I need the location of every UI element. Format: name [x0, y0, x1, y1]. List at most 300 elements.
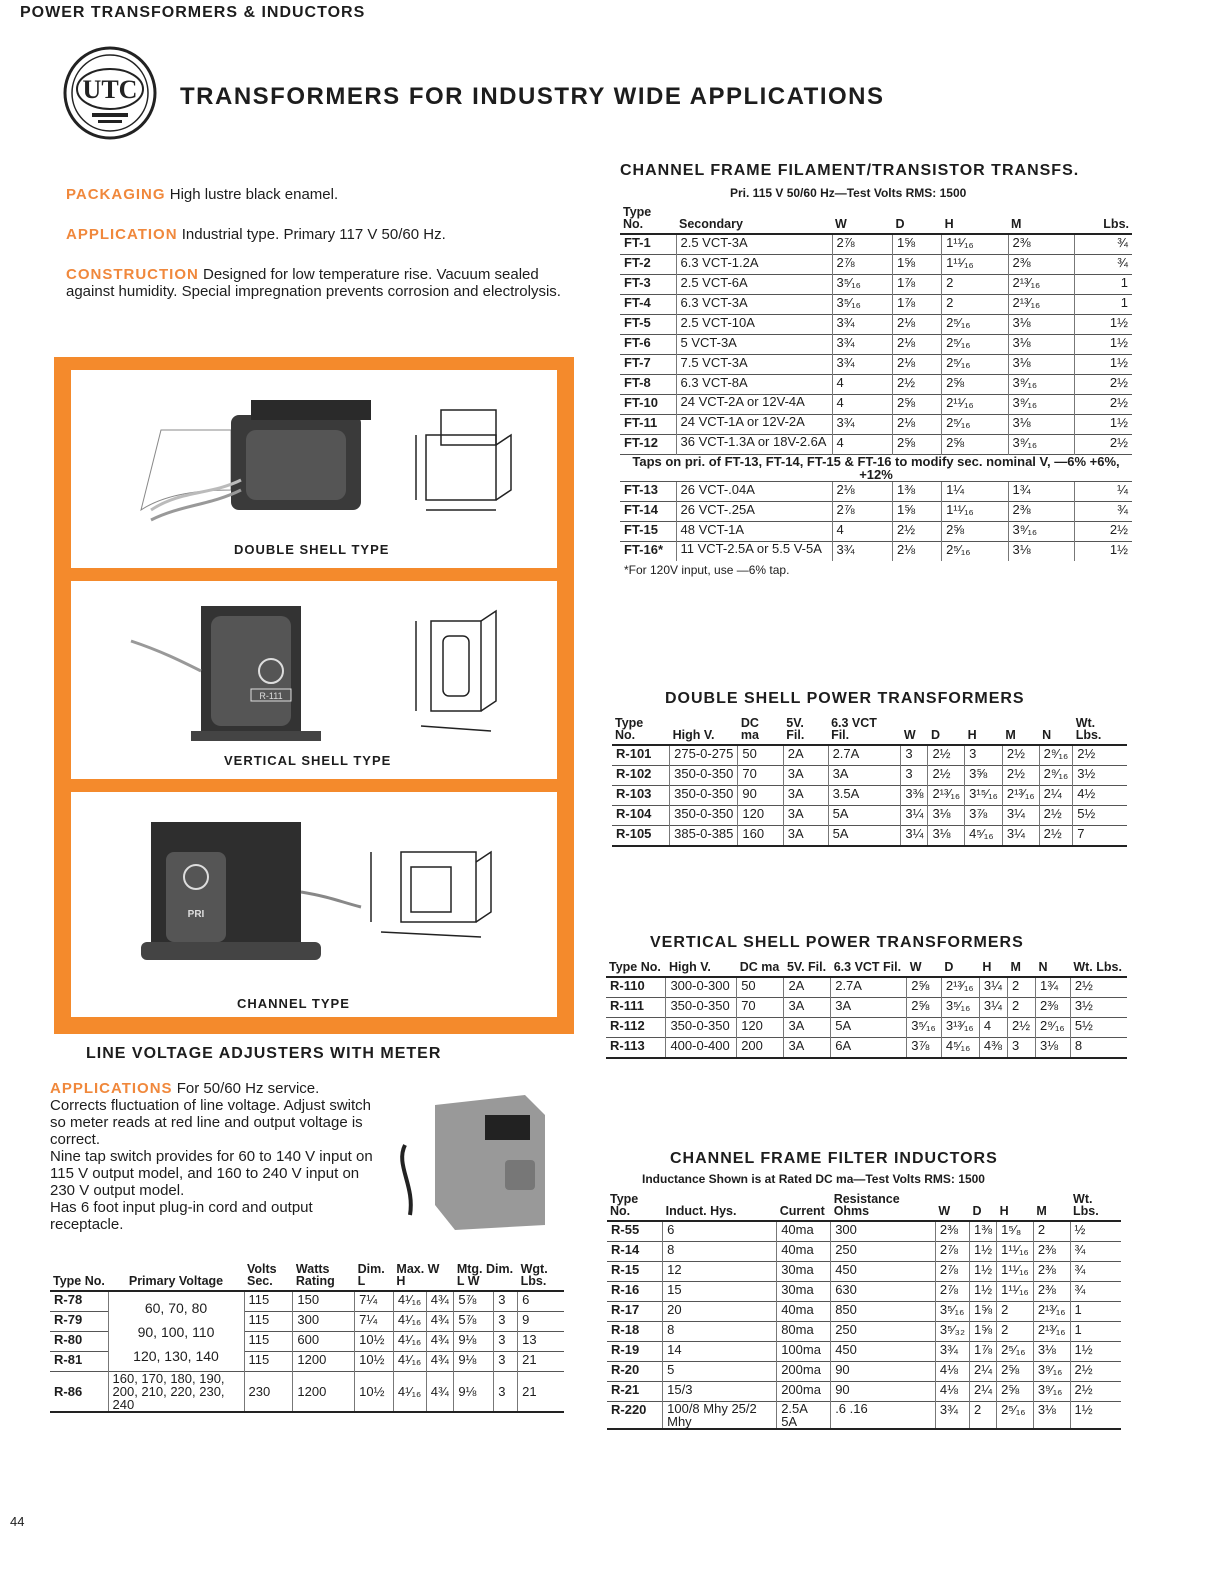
cell: 4⅛ — [935, 1362, 969, 1382]
cell: 3⁵⁄₁₆ — [935, 1302, 969, 1322]
column-header: Resistance Ohms — [833, 1192, 900, 1218]
channel-panel — [71, 792, 557, 1017]
table-row — [607, 1302, 1121, 1322]
table-row — [620, 482, 1132, 502]
vertical-shell-caption: VERTICAL SHELL TYPE — [224, 753, 392, 768]
cell: 40ma — [777, 1242, 831, 1262]
cell: 2.5 VCT-10A — [676, 315, 832, 335]
column-header: DC ma — [740, 716, 759, 742]
column-header: Type No. — [610, 1192, 639, 1218]
filament-title: CHANNEL FRAME FILAMENT/TRANSISTOR TRANSFS. — [620, 162, 1080, 179]
cell: 120 — [738, 806, 783, 826]
cell: 2⅞ — [832, 502, 893, 522]
cell: R-16 — [607, 1282, 663, 1302]
cell: 385-0-385 — [670, 826, 738, 847]
double-shell-illustration — [71, 370, 557, 540]
cell: 3⅛ — [1036, 1038, 1071, 1059]
cell: ¾ — [1070, 1282, 1121, 1302]
cell: 13 — [518, 1332, 564, 1352]
cell: 3⁹⁄₁₆ — [1033, 1382, 1070, 1402]
table-row — [607, 1262, 1121, 1282]
cell: 3½ — [1070, 998, 1127, 1018]
cell: 4¹⁄₁₆ — [393, 1352, 426, 1372]
cell: 2¹³⁄₁₆ — [1008, 295, 1074, 315]
cell: 2⁵⁄₁₆ — [942, 415, 1008, 435]
cell: 3 — [494, 1332, 518, 1352]
cell: 1½ — [970, 1262, 997, 1282]
filament-table — [620, 205, 1132, 582]
cell: 30ma — [777, 1262, 831, 1282]
cell: 7 — [1073, 826, 1127, 847]
cell: 450 — [831, 1342, 936, 1362]
cell: 2½ — [1070, 1362, 1121, 1382]
cell: 100/8 Mhy 25/2 Mhy — [663, 1402, 777, 1430]
cell: 3A — [831, 998, 907, 1018]
lv-col-wgt: Wgt. Lbs. — [520, 1262, 548, 1288]
cell: 20 — [663, 1302, 777, 1322]
line-voltage-text-3: Has 6 foot input plug-in cord and output receptacle. — [50, 1199, 313, 1233]
cell: 2⅞ — [832, 255, 893, 275]
column-header: Wt. Lbs. — [1073, 1192, 1099, 1218]
cell: 2¹³⁄₁₆ — [941, 977, 979, 998]
cell: 2¹³⁄₁₆ — [1008, 275, 1074, 295]
cell: 250 — [831, 1322, 936, 1342]
cell: 3¼ — [979, 998, 1007, 1018]
cell: 6 — [663, 1221, 777, 1242]
double-shell-table — [612, 716, 1127, 847]
channel-illustration — [71, 792, 557, 987]
double-shell-title: DOUBLE SHELL POWER TRANSFORMERS — [665, 690, 1025, 707]
cell: 1¾ — [1008, 482, 1074, 502]
cell: 2⅜ — [1036, 998, 1071, 1018]
cell: FT-11 — [620, 415, 676, 435]
table-row — [607, 1382, 1121, 1402]
cell: 3A — [783, 766, 828, 786]
cell: R-18 — [607, 1322, 663, 1342]
cell: 3 — [965, 745, 1003, 766]
ft-col-d: D — [895, 217, 905, 231]
cell: 2⁹⁄₁₆ — [1036, 1018, 1071, 1038]
cell: 2⁵⁄₁₆ — [942, 542, 1008, 562]
cell: 8 — [663, 1322, 777, 1342]
cell: FT-15 — [620, 522, 676, 542]
cell: 2 — [997, 1322, 1034, 1342]
cell: 2¹³⁄₁₆ — [1033, 1322, 1070, 1342]
cell: 3¾ — [832, 542, 893, 562]
cell: 2A — [783, 745, 828, 766]
cell: 2⅜ — [1008, 255, 1074, 275]
column-header: 5V. Fil. — [786, 716, 805, 742]
table-row — [620, 335, 1132, 355]
cell: 2½ — [928, 766, 965, 786]
cell: R-15 — [607, 1262, 663, 1282]
table-row — [612, 826, 1127, 847]
cell: 1200 — [293, 1372, 355, 1413]
line-voltage-title: LINE VOLTAGE ADJUSTERS WITH METER — [86, 1045, 442, 1062]
cell: 5A — [828, 806, 901, 826]
cell: 350-0-350 — [666, 998, 737, 1018]
cell: FT-7 — [620, 355, 676, 375]
cell: 6.3 VCT-3A — [676, 295, 832, 315]
cell: R-55 — [607, 1221, 663, 1242]
cell: 250 — [831, 1242, 936, 1262]
vertical-shell-title: VERTICAL SHELL POWER TRANSFORMERS — [650, 934, 1024, 951]
cell: 2½ — [1002, 766, 1039, 786]
cell: 3.5A — [828, 786, 901, 806]
cell: 8 — [663, 1242, 777, 1262]
cell: 300 — [293, 1312, 355, 1332]
cell: 5⅞ — [454, 1291, 494, 1312]
construction-text: Designed for low temperature rise. Vacuum sealed against humidity. Special impregnation prevents corrosion and electrolysis. — [66, 266, 561, 300]
cell: R-78 — [50, 1291, 108, 1312]
cell: 2⅛ — [893, 415, 942, 435]
cell: FT-3 — [620, 275, 676, 295]
table-row — [620, 375, 1132, 395]
cell: 4 — [832, 395, 893, 415]
cell: 2⅜ — [1033, 1282, 1070, 1302]
cell: 3¾ — [832, 315, 893, 335]
taps-note: Taps on pri. of FT-13, FT-14, FT-15 & FT-16 to modify sec. nominal V, —6% +6%, +12% — [620, 455, 1132, 482]
cell: 3A — [784, 998, 831, 1018]
cell: 90 — [831, 1382, 936, 1402]
applications-label: APPLICATIONS — [50, 1080, 173, 1097]
cell: 3⅜ — [901, 786, 928, 806]
photo-frame — [54, 357, 574, 1034]
cell: 3⁹⁄₁₆ — [1008, 395, 1074, 415]
cell: 3⅛ — [1008, 415, 1074, 435]
cell: 5 — [663, 1362, 777, 1382]
cell: R-220 — [607, 1402, 663, 1430]
cell: 9⅛ — [454, 1372, 494, 1413]
cell: FT-1 — [620, 234, 676, 255]
cell: 1¹¹⁄₁₆ — [942, 234, 1008, 255]
cell: 2 — [1007, 977, 1035, 998]
column-header: M — [1005, 728, 1016, 742]
cell: 3⅛ — [1008, 542, 1074, 562]
line-voltage-description — [50, 1080, 380, 1233]
cell: FT-2 — [620, 255, 676, 275]
cell: 1¼ — [942, 482, 1008, 502]
cell: 2⁵⁄₁₆ — [997, 1402, 1034, 1430]
cell: 2½ — [1007, 1018, 1035, 1038]
cell: 2⅛ — [832, 482, 893, 502]
cell: 2⅛ — [893, 355, 942, 375]
cell: 5⅞ — [454, 1312, 494, 1332]
ft-col-h: H — [944, 217, 954, 231]
cell: R-103 — [612, 786, 670, 806]
cell: 2⅞ — [935, 1282, 969, 1302]
cell: 2A — [784, 977, 831, 998]
page-title: TRANSFORMERS FOR INDUSTRY WIDE APPLICATIONS — [180, 83, 885, 110]
cell: 90 — [831, 1362, 936, 1382]
cell: 1½ — [1075, 335, 1133, 355]
cell: 2⅛ — [893, 335, 942, 355]
cell: 4 — [979, 1018, 1007, 1038]
cell: 1¹¹⁄₁₆ — [997, 1282, 1034, 1302]
cell: 2⅝ — [942, 435, 1008, 455]
cell: 2¼ — [970, 1362, 997, 1382]
cell: 21 — [518, 1352, 564, 1372]
cell: 3⁹⁄₁₆ — [1008, 435, 1074, 455]
packaging-label: PACKAGING — [66, 186, 166, 203]
primary-row-2: 90, 100, 110 — [137, 1323, 215, 1340]
cell: 2 — [997, 1302, 1034, 1322]
cell: 2½ — [1039, 826, 1073, 847]
inductors-table — [607, 1192, 1121, 1430]
cell: 2⅜ — [1033, 1242, 1070, 1262]
cell: 2.7A — [831, 977, 907, 998]
cell: 2.7A — [828, 745, 901, 766]
cell: 7¼ — [355, 1312, 394, 1332]
cell: 11 VCT-2.5A or 5.5 V-5A — [676, 542, 832, 562]
cell: 3½ — [1073, 766, 1127, 786]
column-header: N — [1042, 728, 1052, 742]
cell: 26 VCT-.04A — [676, 482, 832, 502]
vertical-label: R-111 — [259, 691, 283, 701]
cell: 2½ — [893, 375, 942, 395]
column-header: H — [967, 728, 977, 742]
cell: 1¹¹⁄₁₆ — [942, 255, 1008, 275]
line-voltage-text-2: Nine tap switch provides for 60 to 140 V input on 115 V output model, and 160 to 240 V input on 230 V output model. — [50, 1148, 373, 1199]
cell: 3A — [828, 766, 901, 786]
cell: R-112 — [606, 1018, 666, 1038]
cell: 3A — [783, 806, 828, 826]
cell: 50 — [738, 745, 783, 766]
construction-paragraph — [66, 266, 566, 300]
cell: 2½ — [928, 745, 965, 766]
cell: 4¾ — [426, 1332, 454, 1352]
lv-col-type: Type No. — [53, 1274, 105, 1288]
cell: 3⁵⁄₁₆ — [832, 275, 893, 295]
cell: 3¾ — [832, 415, 893, 435]
cell: 2¹³⁄₁₆ — [1002, 786, 1039, 806]
cell: 4 — [832, 435, 893, 455]
cell: 2⅝ — [907, 998, 942, 1018]
table-row — [606, 998, 1127, 1018]
inductors-subtitle: Inductance Shown is at Rated DC ma—Test Volts RMS: 1500 — [642, 1172, 985, 1186]
cell: 3A — [784, 1018, 831, 1038]
cell: 120 — [737, 1018, 784, 1038]
cell: 3¼ — [1002, 806, 1039, 826]
cell: 6.3 VCT-8A — [676, 375, 832, 395]
cell: 5½ — [1070, 1018, 1127, 1038]
cell: 1½ — [1070, 1342, 1121, 1362]
ft-col-secondary: Secondary — [679, 217, 743, 231]
cell: 350-0-350 — [666, 1018, 737, 1038]
lv-col-max: Max. W H — [396, 1262, 440, 1288]
cell: 5A — [828, 826, 901, 847]
cell: 1⅞ — [970, 1342, 997, 1362]
table-row — [606, 1018, 1127, 1038]
cell: 2 — [1007, 998, 1035, 1018]
table-row — [620, 542, 1132, 562]
cell: 9⅛ — [454, 1332, 494, 1352]
cell: 48 VCT-1A — [676, 522, 832, 542]
cell: 14 — [663, 1342, 777, 1362]
cell: 5½ — [1073, 806, 1127, 826]
cell: 1½ — [1075, 355, 1133, 375]
cell: 1200 — [293, 1352, 355, 1372]
cell: 4¹⁄₁₆ — [393, 1312, 426, 1332]
cell: 5 VCT-3A — [676, 335, 832, 355]
cell: 80ma — [777, 1322, 831, 1342]
lv-col-mtg: Mtg. Dim. L W — [456, 1262, 514, 1288]
cell: 1⅜ — [893, 482, 942, 502]
cell: .6 .16 — [831, 1402, 936, 1430]
column-header: Wt. Lbs. — [1075, 716, 1102, 742]
column-header: Type No. — [615, 716, 644, 742]
lv-col-primary: Primary Voltage — [128, 1274, 224, 1288]
cell: 4¾ — [426, 1291, 454, 1312]
table-row — [620, 255, 1132, 275]
cell: 1⅝ — [970, 1302, 997, 1322]
cell: 200ma — [777, 1382, 831, 1402]
column-header: H — [982, 960, 992, 974]
cell: 2½ — [1070, 1382, 1121, 1402]
cell: R-86 — [50, 1372, 108, 1413]
cell: 1⁵⁄₈ — [997, 1221, 1034, 1242]
cell: 1½ — [1070, 1402, 1121, 1430]
table-row — [607, 1402, 1121, 1430]
cell: 2⅞ — [935, 1262, 969, 1282]
cell: 1½ — [970, 1242, 997, 1262]
construction-label: CONSTRUCTION — [66, 266, 199, 283]
column-header: W — [903, 728, 916, 742]
ft-col-lbs: Lbs. — [1103, 217, 1129, 231]
table-row — [612, 786, 1127, 806]
cell: 1½ — [970, 1282, 997, 1302]
cell: 600 — [293, 1332, 355, 1352]
channel-caption: CHANNEL TYPE — [237, 996, 350, 1011]
cell: 1 — [1070, 1302, 1121, 1322]
cell: 3¼ — [901, 806, 928, 826]
table-row — [607, 1282, 1121, 1302]
table-row — [620, 295, 1132, 315]
cell: FT-16* — [620, 542, 676, 562]
cell: R-101 — [612, 745, 670, 766]
cell: 2⅝ — [997, 1362, 1034, 1382]
svg-text:UTC: UTC — [82, 75, 138, 104]
table-row — [620, 234, 1132, 255]
column-header: W — [938, 1204, 951, 1218]
cell: 3 — [494, 1372, 518, 1413]
cell: 2.5 VCT-3A — [676, 234, 832, 255]
cell: R-80 — [50, 1332, 108, 1352]
table-row — [620, 522, 1132, 542]
cell: 2⅝ — [893, 435, 942, 455]
double-shell-panel — [71, 370, 557, 568]
cell: ½ — [1070, 1221, 1121, 1242]
table-row — [50, 1372, 564, 1413]
cell: 2 — [1033, 1221, 1070, 1242]
page-number: 44 — [10, 1514, 25, 1529]
cell: 7.5 VCT-3A — [676, 355, 832, 375]
cell: 9⅛ — [454, 1352, 494, 1372]
cell: 3¼ — [901, 826, 928, 847]
vertical-shell-panel — [71, 581, 557, 779]
column-header: 6.3 VCT Fil. — [831, 716, 877, 742]
cell: FT-8 — [620, 375, 676, 395]
cell: 26 VCT-.25A — [676, 502, 832, 522]
cell: 3⅛ — [1008, 355, 1074, 375]
cell: 3 — [1007, 1038, 1035, 1059]
table-row — [612, 806, 1127, 826]
cell: R-81 — [50, 1352, 108, 1372]
column-header: High V. — [672, 728, 715, 742]
cell: 2½ — [1075, 522, 1133, 542]
cell: 200ma — [777, 1362, 831, 1382]
cell: 450 — [831, 1262, 936, 1282]
cell: 4⁵⁄₁₆ — [965, 826, 1003, 847]
cell: ¼ — [1075, 482, 1133, 502]
table-row — [607, 1242, 1121, 1262]
cell: 21 — [518, 1372, 564, 1413]
column-header: D — [944, 960, 954, 974]
application-text: Industrial type. Primary 117 V 50/60 Hz. — [181, 226, 446, 243]
cell: 3¾ — [935, 1402, 969, 1430]
cell: 7¼ — [355, 1291, 394, 1312]
cell: 200 — [737, 1038, 784, 1059]
table-row — [620, 415, 1132, 435]
column-header: W — [909, 960, 922, 974]
cell: ¾ — [1070, 1262, 1121, 1282]
cell: 4¾ — [426, 1352, 454, 1372]
cell: 350-0-350 — [670, 806, 738, 826]
cell: 6.3 VCT-1.2A — [676, 255, 832, 275]
cell: 4¹⁄₁₆ — [393, 1332, 426, 1352]
column-header: High V. — [668, 960, 711, 974]
cell: 40ma — [777, 1221, 831, 1242]
line-voltage-photo — [395, 1085, 565, 1235]
cell: 4¹⁄₁₆ — [393, 1291, 426, 1312]
cell: 2¹³⁄₁₆ — [928, 786, 965, 806]
table-row — [620, 435, 1132, 455]
cell: 4¾ — [426, 1372, 454, 1413]
cell: 70 — [737, 998, 784, 1018]
cell: 2⁵⁄₁₆ — [942, 335, 1008, 355]
cell: 2½ — [1039, 806, 1073, 826]
cell: 1⅝ — [893, 255, 942, 275]
footnote: *For 120V input, use —6% tap. — [624, 563, 790, 577]
column-header: 6.3 VCT Fil. — [833, 960, 902, 974]
application-paragraph — [66, 226, 566, 243]
column-header: DC ma — [739, 960, 780, 974]
cell: 2½ — [1075, 435, 1133, 455]
cell: 2¼ — [970, 1382, 997, 1402]
packaging-paragraph — [66, 186, 566, 203]
column-header: Induct. Hys. — [665, 1204, 737, 1218]
cell: 6 — [518, 1291, 564, 1312]
cell: 3¾ — [935, 1342, 969, 1362]
section-label: POWER TRANSFORMERS & INDUCTORS — [20, 4, 366, 21]
cell: 1½ — [1075, 315, 1133, 335]
cell: 15/3 — [663, 1382, 777, 1402]
primary-voltage-group — [108, 1291, 244, 1372]
application-label: APPLICATION — [66, 226, 178, 243]
cell: 10½ — [355, 1352, 394, 1372]
cell: 10½ — [355, 1372, 394, 1413]
cell: 3¾ — [832, 355, 893, 375]
cell: 3⅞ — [965, 806, 1003, 826]
packaging-text: High lustre black enamel. — [169, 186, 339, 203]
cell: 2 — [970, 1402, 997, 1430]
table-row — [612, 766, 1127, 786]
table-row — [620, 315, 1132, 335]
cell: 1⅞ — [893, 275, 942, 295]
cell: 2⅝ — [942, 522, 1008, 542]
cell: 3¼ — [1002, 826, 1039, 847]
cell: 3⅛ — [1033, 1342, 1070, 1362]
